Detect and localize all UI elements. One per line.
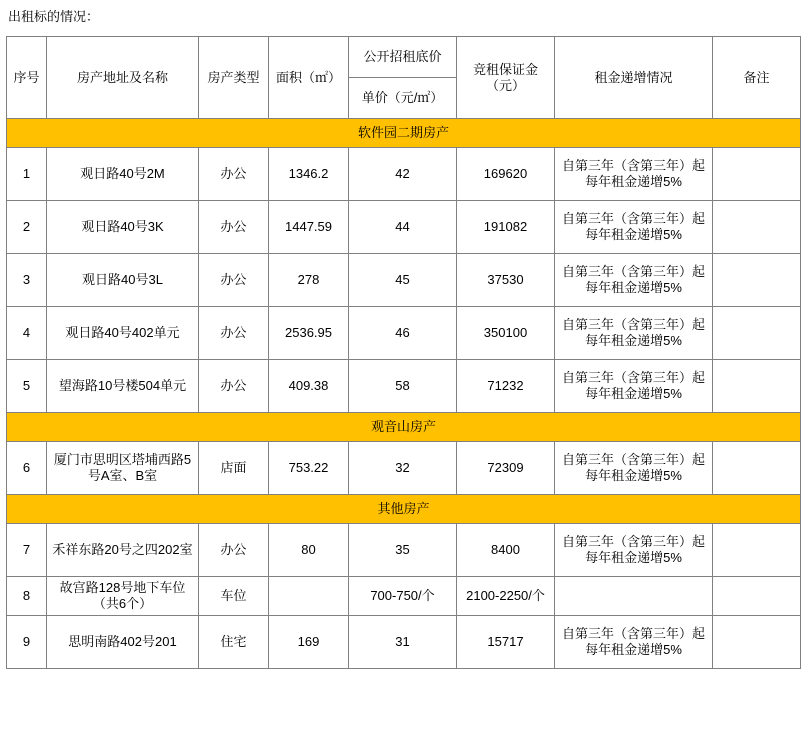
header-unit-price: 单价（元/㎡） xyxy=(349,78,457,119)
cell-unit-price: 700-750/个 xyxy=(349,577,457,616)
cell-remark xyxy=(713,148,801,201)
cell-deposit: 191082 xyxy=(457,201,555,254)
cell-property-type: 车位 xyxy=(199,577,269,616)
header-deposit: 竞租保证金（元） xyxy=(457,37,555,119)
cell-remark xyxy=(713,307,801,360)
cell-increase: 自第三年（含第三年）起每年租金递增5% xyxy=(555,524,713,577)
cell-increase xyxy=(555,577,713,616)
cell-remark xyxy=(713,201,801,254)
cell-unit-price: 44 xyxy=(349,201,457,254)
table-row xyxy=(7,148,801,201)
cell-increase: 自第三年（含第三年）起每年租金递增5% xyxy=(555,254,713,307)
cell-remark xyxy=(713,616,801,669)
cell-area: 753.22 xyxy=(269,442,349,495)
cell-increase: 自第三年（含第三年）起每年租金递增5% xyxy=(555,442,713,495)
table-row xyxy=(7,201,801,254)
cell-deposit: 169620 xyxy=(457,148,555,201)
cell-remark xyxy=(713,360,801,413)
page-title: 出租标的情况： xyxy=(8,9,100,24)
cell-area: 169 xyxy=(269,616,349,669)
cell-area: 1346.2 xyxy=(269,148,349,201)
header-property-type: 房产类型 xyxy=(199,37,269,119)
cell-no: 6 xyxy=(7,442,47,495)
cell-no: 5 xyxy=(7,360,47,413)
header-public-price: 公开招租底价 xyxy=(349,37,457,78)
cell-address: 望海路10号楼504单元 xyxy=(47,360,199,413)
cell-unit-price: 58 xyxy=(349,360,457,413)
cell-no: 9 xyxy=(7,616,47,669)
cell-deposit: 72309 xyxy=(457,442,555,495)
header-area: 面积（㎡） xyxy=(269,37,349,119)
table-row xyxy=(7,307,801,360)
table-row xyxy=(7,524,801,577)
table-row xyxy=(7,616,801,669)
cell-address: 观日路40号2M xyxy=(47,148,199,201)
table-body xyxy=(7,119,801,669)
group-label: 软件园二期房产 xyxy=(7,119,801,148)
cell-property-type: 办公 xyxy=(199,201,269,254)
cell-increase: 自第三年（含第三年）起每年租金递增5% xyxy=(555,148,713,201)
cell-no: 8 xyxy=(7,577,47,616)
cell-property-type: 办公 xyxy=(199,524,269,577)
cell-increase: 自第三年（含第三年）起每年租金递增5% xyxy=(555,616,713,669)
cell-address: 思明南路402号201 xyxy=(47,616,199,669)
cell-deposit: 2100-2250/个 xyxy=(457,577,555,616)
rent-listing-table xyxy=(6,36,801,669)
header-remark: 备注 xyxy=(713,37,801,119)
cell-remark xyxy=(713,577,801,616)
header-increase: 租金递增情况 xyxy=(555,37,713,119)
cell-deposit: 37530 xyxy=(457,254,555,307)
cell-no: 7 xyxy=(7,524,47,577)
cell-unit-price: 45 xyxy=(349,254,457,307)
cell-area: 409.38 xyxy=(269,360,349,413)
cell-unit-price: 32 xyxy=(349,442,457,495)
cell-property-type: 办公 xyxy=(199,307,269,360)
cell-remark xyxy=(713,442,801,495)
cell-deposit: 350100 xyxy=(457,307,555,360)
cell-unit-price: 35 xyxy=(349,524,457,577)
cell-increase: 自第三年（含第三年）起每年租金递增5% xyxy=(555,360,713,413)
table-group-row xyxy=(7,495,801,524)
header-address: 房产地址及名称 xyxy=(47,37,199,119)
cell-property-type: 办公 xyxy=(199,148,269,201)
cell-deposit: 71232 xyxy=(457,360,555,413)
cell-address: 故宫路128号地下车位（共6个） xyxy=(47,577,199,616)
cell-increase: 自第三年（含第三年）起每年租金递增5% xyxy=(555,307,713,360)
cell-area: 278 xyxy=(269,254,349,307)
table-row xyxy=(7,360,801,413)
cell-address: 观日路40号402单元 xyxy=(47,307,199,360)
cell-no: 2 xyxy=(7,201,47,254)
cell-address: 厦门市思明区塔埔西路5号A室、B室 xyxy=(47,442,199,495)
table-header xyxy=(7,37,801,119)
cell-no: 4 xyxy=(7,307,47,360)
cell-no: 1 xyxy=(7,148,47,201)
group-label: 其他房产 xyxy=(7,495,801,524)
cell-address: 观日路40号3K xyxy=(47,201,199,254)
cell-address: 观日路40号3L xyxy=(47,254,199,307)
table-row xyxy=(7,442,801,495)
header-no: 序号 xyxy=(7,37,47,119)
cell-no: 3 xyxy=(7,254,47,307)
table-group-row xyxy=(7,413,801,442)
cell-property-type: 办公 xyxy=(199,254,269,307)
cell-deposit: 8400 xyxy=(457,524,555,577)
group-label: 观音山房产 xyxy=(7,413,801,442)
cell-property-type: 办公 xyxy=(199,360,269,413)
cell-remark xyxy=(713,524,801,577)
cell-unit-price: 46 xyxy=(349,307,457,360)
cell-increase: 自第三年（含第三年）起每年租金递增5% xyxy=(555,201,713,254)
cell-area: 2536.95 xyxy=(269,307,349,360)
cell-area xyxy=(269,577,349,616)
cell-address: 禾祥东路20号之四202室 xyxy=(47,524,199,577)
cell-deposit: 15717 xyxy=(457,616,555,669)
cell-area: 80 xyxy=(269,524,349,577)
cell-unit-price: 42 xyxy=(349,148,457,201)
table-row xyxy=(7,577,801,616)
table-group-row xyxy=(7,119,801,148)
cell-remark xyxy=(713,254,801,307)
cell-area: 1447.59 xyxy=(269,201,349,254)
cell-property-type: 住宅 xyxy=(199,616,269,669)
table-row xyxy=(7,254,801,307)
cell-property-type: 店面 xyxy=(199,442,269,495)
cell-unit-price: 31 xyxy=(349,616,457,669)
